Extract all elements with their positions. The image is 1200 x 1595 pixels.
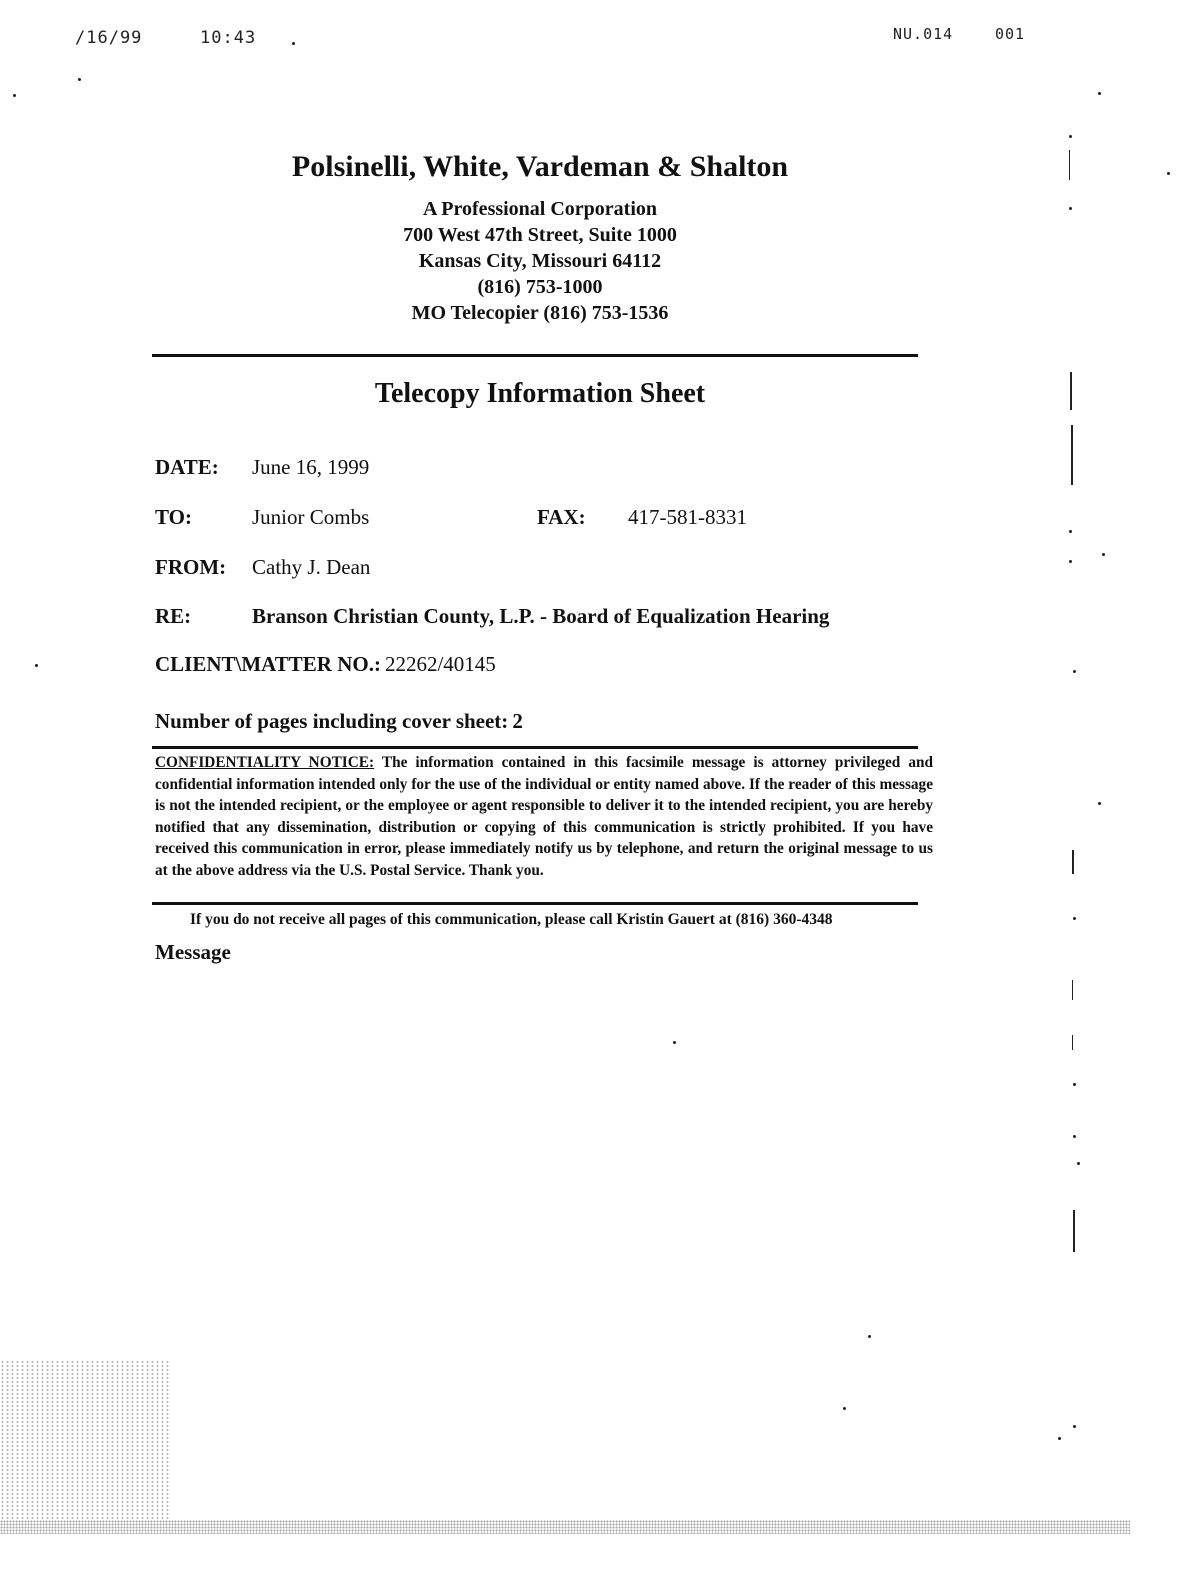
header-divider [152, 354, 918, 357]
fax-header-page: 001 [995, 25, 1026, 43]
fax-label: FAX: [537, 505, 586, 529]
notice-text: The information contained in this facsimile message is attorney privileged and confidential information intended only for the use of the individual or entity named above. If the reader of this message is not the intended recipient, or the employee or agent responsible to deliver it to the intended recipient, you are hereby notified that any dissemination, distribution or copying of this communication is strictly prohibited. If you have received this communication in error, please immediately notify us by telephone, and return the original message to us at the above address via the U.S. Postal Service. Thank you. [155, 754, 933, 879]
fax-header-time: 10:43 [200, 28, 257, 48]
page-count-label: Number of pages including cover sheet: [155, 709, 509, 733]
firm-name: Polsinelli, White, Vardeman & Shalton [291, 150, 789, 183]
notice-label: CONFIDENTIALITY NOTICE: [155, 754, 375, 771]
client-matter [155, 652, 496, 677]
to-value: Junior Combs [252, 505, 370, 529]
letterhead-line-4: (816) 753-1000 [477, 276, 603, 298]
fax-header-date: /16/99 [75, 28, 143, 48]
letterhead-line-3: Kansas City, Missouri 64112 [418, 250, 662, 272]
date-value: June 16, 1999 [252, 455, 370, 479]
to-label: TO: [155, 505, 192, 529]
page-count-value: 2 [512, 709, 523, 733]
fax-value: 417-581-8331 [628, 505, 747, 529]
letterhead-line-2: 700 West 47th Street, Suite 1000 [403, 224, 677, 246]
sheet-title: Telecopy Information Sheet [374, 378, 706, 409]
letterhead-line-1: A Professional Corporation [422, 198, 658, 220]
client-matter-value: 22262/40145 [384, 652, 496, 676]
re-value: Branson Christian County, L.P. - Board of Equalization Hearing [252, 604, 830, 628]
fax-header-number: NU.014 [893, 25, 954, 43]
date-label: DATE: [155, 455, 219, 479]
letterhead-line-5: MO Telecopier (816) 753-1536 [411, 302, 669, 324]
call-line: If you do not receive all pages of this communication, please call Kristin Gauert at (816) 360-4348 [190, 911, 833, 928]
page-count [155, 709, 523, 734]
re-label: RE: [155, 604, 192, 628]
from-label: FROM: [155, 555, 227, 579]
confidentiality-notice [155, 752, 933, 881]
notice-top-rule [152, 746, 918, 749]
from-value: Cathy J. Dean [252, 555, 371, 579]
message-label: Message [155, 940, 231, 964]
notice-bottom-rule [152, 902, 918, 905]
client-matter-label: CLIENT\MATTER NO.: [155, 652, 381, 676]
